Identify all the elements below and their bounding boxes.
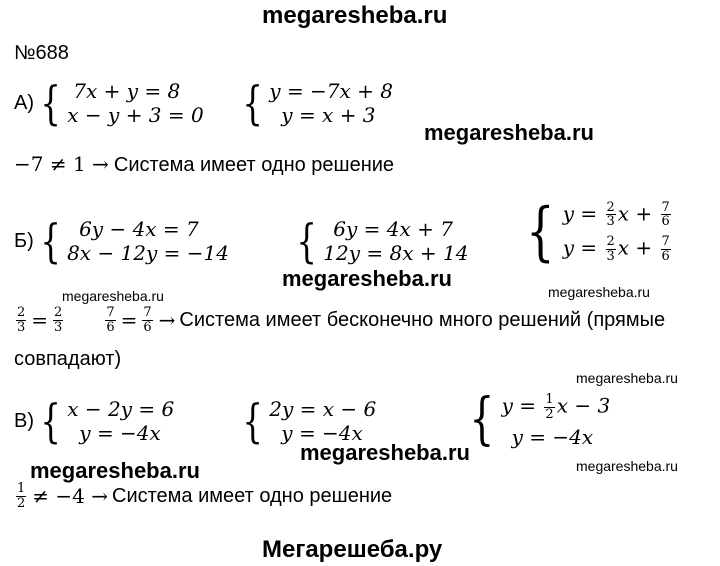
- conclusion-text-cont: совпадают): [14, 348, 122, 370]
- part-c-system-3: [464, 387, 611, 452]
- problem-number: №688: [14, 42, 69, 64]
- watermark: megaresheba.ru: [424, 120, 594, 145]
- conclusion-text: Система имеет бесконечно много решений (прямые: [179, 308, 666, 331]
- equation: y = −7x + 8: [269, 79, 394, 103]
- part-c-system-1: [14, 394, 175, 448]
- fraction: $\frac{2}{3}$: [54, 305, 63, 335]
- fraction: $\frac{2}{3}$: [17, 305, 26, 335]
- part-c-system-2: [238, 394, 377, 448]
- watermark-small: megaresheba.ru: [62, 288, 164, 304]
- part-c-conclusion: [14, 482, 392, 510]
- left-brace-icon: {: [296, 214, 317, 268]
- fraction: $\frac{7}{6}$: [143, 305, 152, 335]
- part-a-conclusion: [14, 154, 394, 177]
- equation: y = x + 3: [281, 103, 376, 127]
- part-c-label: В): [14, 410, 34, 432]
- left-brace-icon: {: [242, 76, 263, 130]
- left-brace-icon: {: [242, 394, 263, 448]
- watermark: megaresheba.ru: [300, 440, 470, 465]
- left-brace-icon: {: [40, 76, 61, 130]
- fraction: $\frac{2}{3}$: [606, 234, 615, 264]
- equation: y = $\frac{2}{3}$ x + $\frac{7}{6}$: [562, 199, 670, 230]
- left-brace-icon: {: [40, 214, 61, 268]
- part-a-label: А): [14, 92, 34, 114]
- equation: 7x + y = 8: [73, 79, 181, 103]
- site-header: megaresheba.ru: [262, 2, 448, 29]
- part-b-system-2: [292, 214, 469, 268]
- part-a-system-1: [14, 76, 204, 130]
- equation: y = −4x: [511, 425, 594, 450]
- equation: x − 2y = 6: [67, 397, 175, 421]
- watermark-small: megaresheba.ru: [576, 458, 678, 474]
- equation: 8x − 12y = −14: [67, 241, 229, 265]
- watermark-small: megaresheba.ru: [576, 370, 678, 386]
- equation: y = −4x: [281, 421, 363, 445]
- conclusion-text: Система имеет одно решение: [112, 484, 393, 507]
- watermark: megaresheba.ru: [30, 458, 200, 483]
- part-b-conclusion: $\frac{2}{3}$ = $\frac{2}{3}$ $\frac{7}{6}$ = $\frac{7}{6}$ → Система имеет бесконечно много решений (прямые: [17, 305, 666, 335]
- equation: y = $\frac{1}{2}$ x − 3: [501, 391, 611, 422]
- left-brace-icon: {: [469, 387, 495, 452]
- left-brace-icon: {: [526, 195, 555, 269]
- part-b-label: Б): [14, 230, 34, 252]
- watermark: megaresheba.ru: [282, 266, 452, 291]
- fraction: $\frac{7}{6}$: [106, 305, 115, 335]
- equation: 12y = 8x + 14: [323, 241, 469, 265]
- part-b-system-3: [520, 195, 673, 269]
- equation: y = $\frac{2}{3}$ x + $\frac{7}{6}$: [562, 234, 670, 264]
- site-footer: Мегарешеба.ру: [262, 536, 443, 563]
- equation: 2y = x − 6: [269, 397, 377, 421]
- equation: y = −4x: [79, 421, 161, 445]
- watermark-small: megaresheba.ru: [548, 284, 650, 300]
- conclusion-math: ≠ −4 →: [32, 484, 108, 509]
- equation: 6y − 4x = 7: [79, 217, 199, 241]
- equation: 6y = 4x + 7: [333, 217, 453, 241]
- conclusion-math: −7 ≠ 1 →: [14, 152, 109, 176]
- fraction: $\frac{7}{6}$: [661, 234, 670, 264]
- fraction: $\frac{1}{2}$: [545, 391, 554, 422]
- part-b-system-1: [14, 214, 229, 268]
- fraction: $\frac{1}{2}$: [17, 481, 26, 511]
- part-a-system-2: [238, 76, 394, 130]
- fraction: $\frac{7}{6}$: [661, 199, 670, 230]
- equation: x − y + 3 = 0: [67, 103, 204, 127]
- left-brace-icon: {: [40, 394, 61, 448]
- fraction: $\frac{2}{3}$: [606, 199, 615, 230]
- conclusion-text: Система имеет одно решение: [113, 154, 395, 176]
